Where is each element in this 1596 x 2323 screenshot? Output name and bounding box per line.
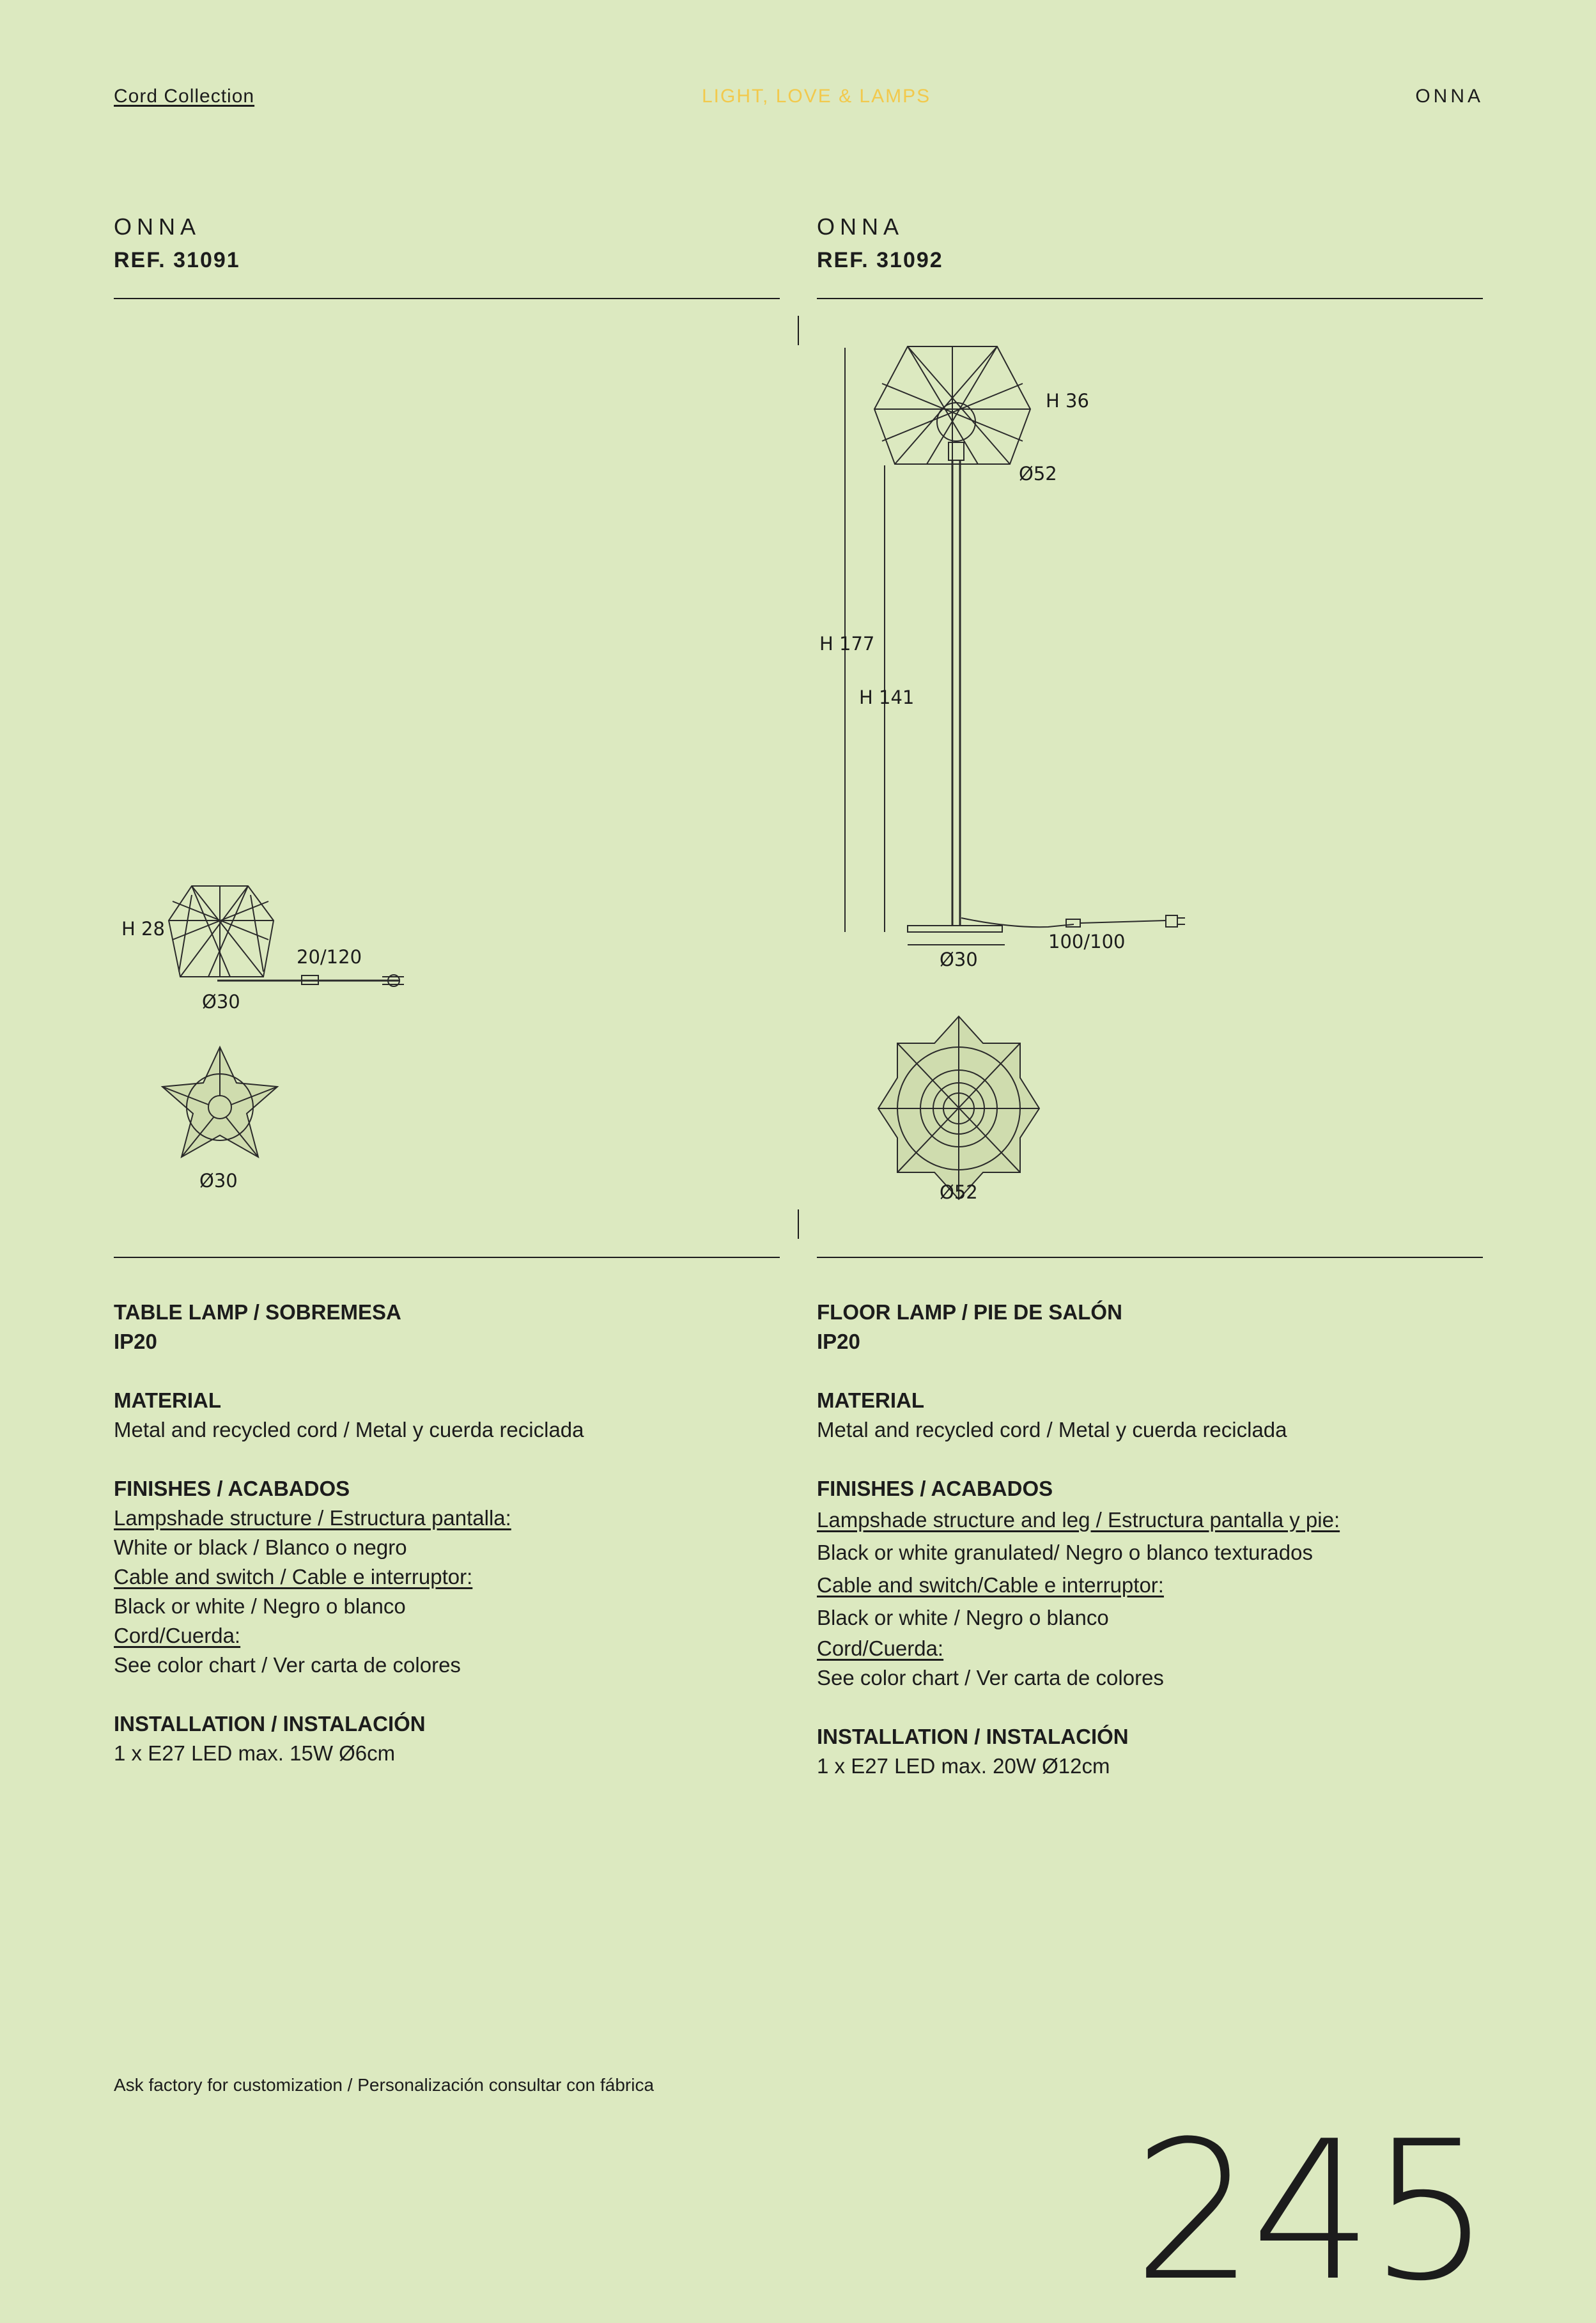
- dimension-label: Ø52: [1019, 463, 1057, 485]
- product-ref: REF. 31091: [114, 248, 240, 272]
- floor-lamp-top-drawing: [878, 1016, 1039, 1199]
- finish-label: Cord/Cuerda:: [114, 1624, 241, 1647]
- product-name-header: ONNA: [1415, 86, 1484, 107]
- finish-label: Lampshade structure and leg / Estructura pantalla y pie:: [817, 1508, 1340, 1532]
- finishes-heading: FINISHES / ACABADOS: [114, 1477, 350, 1500]
- finishes-heading: FINISHES / ACABADOS: [817, 1477, 1053, 1500]
- spec-block: [817, 1298, 1482, 1781]
- dimension-label: Ø52: [940, 1181, 978, 1203]
- installation-heading: INSTALLATION / INSTALACIÓN: [817, 1725, 1129, 1748]
- finish-value: White or black / Blanco o negro: [114, 1535, 407, 1559]
- tagline: LIGHT, LOVE & LAMPS: [702, 86, 931, 107]
- dimension-label: Ø30: [202, 991, 240, 1013]
- finish-value: See color chart / Ver carta de colores: [817, 1666, 1164, 1690]
- installation-heading: INSTALLATION / INSTALACIÓN: [114, 1712, 426, 1736]
- dimension-label: H 141: [859, 687, 915, 708]
- material-heading: MATERIAL: [817, 1388, 925, 1412]
- installation-value: 1 x E27 LED max. 20W Ø12cm: [817, 1754, 1110, 1778]
- dimension-label: H 28: [121, 918, 165, 940]
- table-lamp-side-drawing: [169, 886, 404, 986]
- finish-label: Lampshade structure / Estructura pantalla:: [114, 1506, 511, 1530]
- ip-rating: IP20: [114, 1330, 157, 1353]
- finish-label: Cable and switch / Cable e interruptor:: [114, 1565, 473, 1589]
- table-lamp-top-drawing: [162, 1047, 277, 1157]
- dimension-label: Ø30: [199, 1170, 238, 1192]
- product-ref: REF. 31092: [817, 248, 943, 272]
- dimension-label: 20/120: [297, 946, 362, 968]
- spec-block: [114, 1298, 779, 1768]
- lamp-type: TABLE LAMP / SOBREMESA: [114, 1300, 401, 1324]
- finish-value: Black or white / Negro o blanco: [114, 1594, 406, 1618]
- dimension-label: 100/100: [1048, 931, 1126, 952]
- lamp-type: FLOOR LAMP / PIE DE SALÓN: [817, 1300, 1122, 1324]
- collection-link[interactable]: Cord Collection: [114, 86, 255, 107]
- ip-rating: IP20: [817, 1330, 860, 1353]
- finish-value: Black or white / Negro o blanco: [817, 1606, 1109, 1629]
- finish-value: Black or white granulated/ Negro o blanco texturados: [817, 1541, 1313, 1564]
- material-heading: MATERIAL: [114, 1388, 222, 1412]
- product-title: ONNA: [817, 214, 904, 240]
- page-number: 245: [1133, 2100, 1487, 2323]
- floor-lamp-side-drawing: [845, 346, 1185, 945]
- finish-value: See color chart / Ver carta de colores: [114, 1653, 461, 1677]
- finish-label: Cable and switch/Cable e interruptor:: [817, 1573, 1164, 1597]
- dimension-label: H 177: [819, 633, 875, 655]
- material-value: Metal and recycled cord / Metal y cuerda reciclada: [114, 1418, 584, 1441]
- dimension-label: H 36: [1046, 390, 1089, 412]
- finish-label: Cord/Cuerda:: [817, 1636, 944, 1660]
- installation-value: 1 x E27 LED max. 15W Ø6cm: [114, 1741, 396, 1765]
- material-value: Metal and recycled cord / Metal y cuerda reciclada: [817, 1418, 1287, 1441]
- product-title: ONNA: [114, 214, 201, 240]
- dimension-label: Ø30: [940, 949, 978, 970]
- customization-note: Ask factory for customization / Personalización consultar con fábrica: [114, 2075, 655, 2095]
